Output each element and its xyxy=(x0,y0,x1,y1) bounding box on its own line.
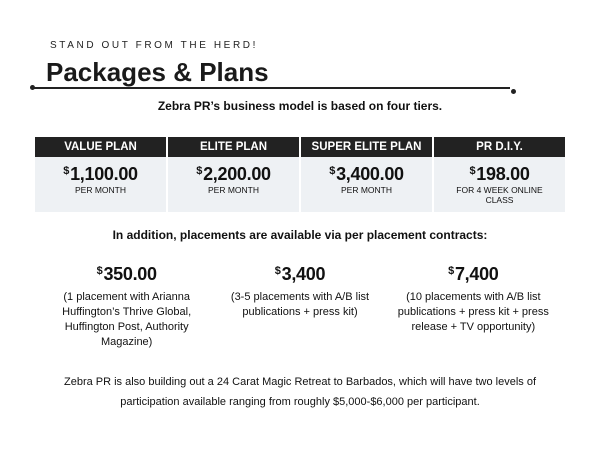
placement-price xyxy=(213,264,386,285)
placements-list xyxy=(40,264,560,350)
divider-dot-left xyxy=(30,85,35,90)
placement-price xyxy=(387,264,560,285)
retreat-note: Zebra PR is also building out a 24 Carat Magic Retreat to Barbados, which will have two levels of participation available ranging from roughly $5,000-$6,000 per participant. xyxy=(63,376,536,408)
plan-note: PER MONTH xyxy=(208,185,259,195)
currency-symbol: $ xyxy=(96,265,103,277)
divider-dot-right xyxy=(511,89,516,94)
plan-body xyxy=(168,157,299,212)
placement-description: (1 placement with Arianna Huffington’s Thrive Global, Huffington Post, Authority Magazine) xyxy=(62,291,192,348)
plan-note: FOR 4 WEEK ONLINE CLASS xyxy=(456,185,543,205)
plan-price xyxy=(35,164,166,185)
plan-body xyxy=(35,157,166,212)
currency-symbol: $ xyxy=(274,265,281,277)
currency-symbol: $ xyxy=(63,165,70,177)
price-amount: 3,400 xyxy=(281,264,326,284)
placement-price xyxy=(40,264,213,285)
title-divider xyxy=(34,87,510,89)
plan-pr-diy xyxy=(434,137,565,212)
currency-symbol: $ xyxy=(196,165,203,177)
plan-price xyxy=(301,164,432,185)
price-amount: 350.00 xyxy=(103,264,157,284)
placement-description: (3-5 placements with A/B list publications + press kit) xyxy=(230,291,370,318)
plan-body xyxy=(434,157,565,212)
placement-option xyxy=(387,264,560,350)
plan-elite xyxy=(168,137,299,212)
price-amount: 2,200.00 xyxy=(203,164,271,184)
plan-note: PER MONTH xyxy=(75,185,126,195)
plan-note: PER MONTH xyxy=(341,185,392,195)
plans-table xyxy=(35,137,565,212)
currency-symbol: $ xyxy=(329,165,336,177)
page-title: Packages & Plans xyxy=(46,57,269,87)
plan-price xyxy=(434,164,565,185)
currency-symbol: $ xyxy=(469,165,476,177)
plan-value xyxy=(35,137,166,212)
tiers-subtitle: Zebra PR’s business model is based on four tiers. xyxy=(157,99,443,113)
eyebrow-text: STAND OUT FROM THE HERD! xyxy=(50,40,258,51)
price-amount: 7,400 xyxy=(454,264,499,284)
placement-option xyxy=(213,264,386,350)
plan-name: VALUE PLAN xyxy=(35,137,166,157)
plan-body xyxy=(301,157,432,212)
placement-option xyxy=(40,264,213,350)
currency-symbol: $ xyxy=(448,265,454,277)
placements-intro: In addition, placements are available via per placement contracts: xyxy=(112,228,488,242)
plan-price xyxy=(168,164,299,185)
plan-name: ELITE PLAN xyxy=(168,137,299,157)
price-amount: 3,400.00 xyxy=(336,164,404,184)
placement-description: (10 placements with A/B list publications + press kit + press release + TV opportunity) xyxy=(397,291,549,333)
price-amount: 1,100.00 xyxy=(70,164,138,184)
price-amount: 198.00 xyxy=(476,164,530,184)
plan-super-elite xyxy=(301,137,432,212)
plan-name: PR D.I.Y. xyxy=(434,137,565,157)
plan-name: SUPER ELITE PLAN xyxy=(301,137,432,157)
